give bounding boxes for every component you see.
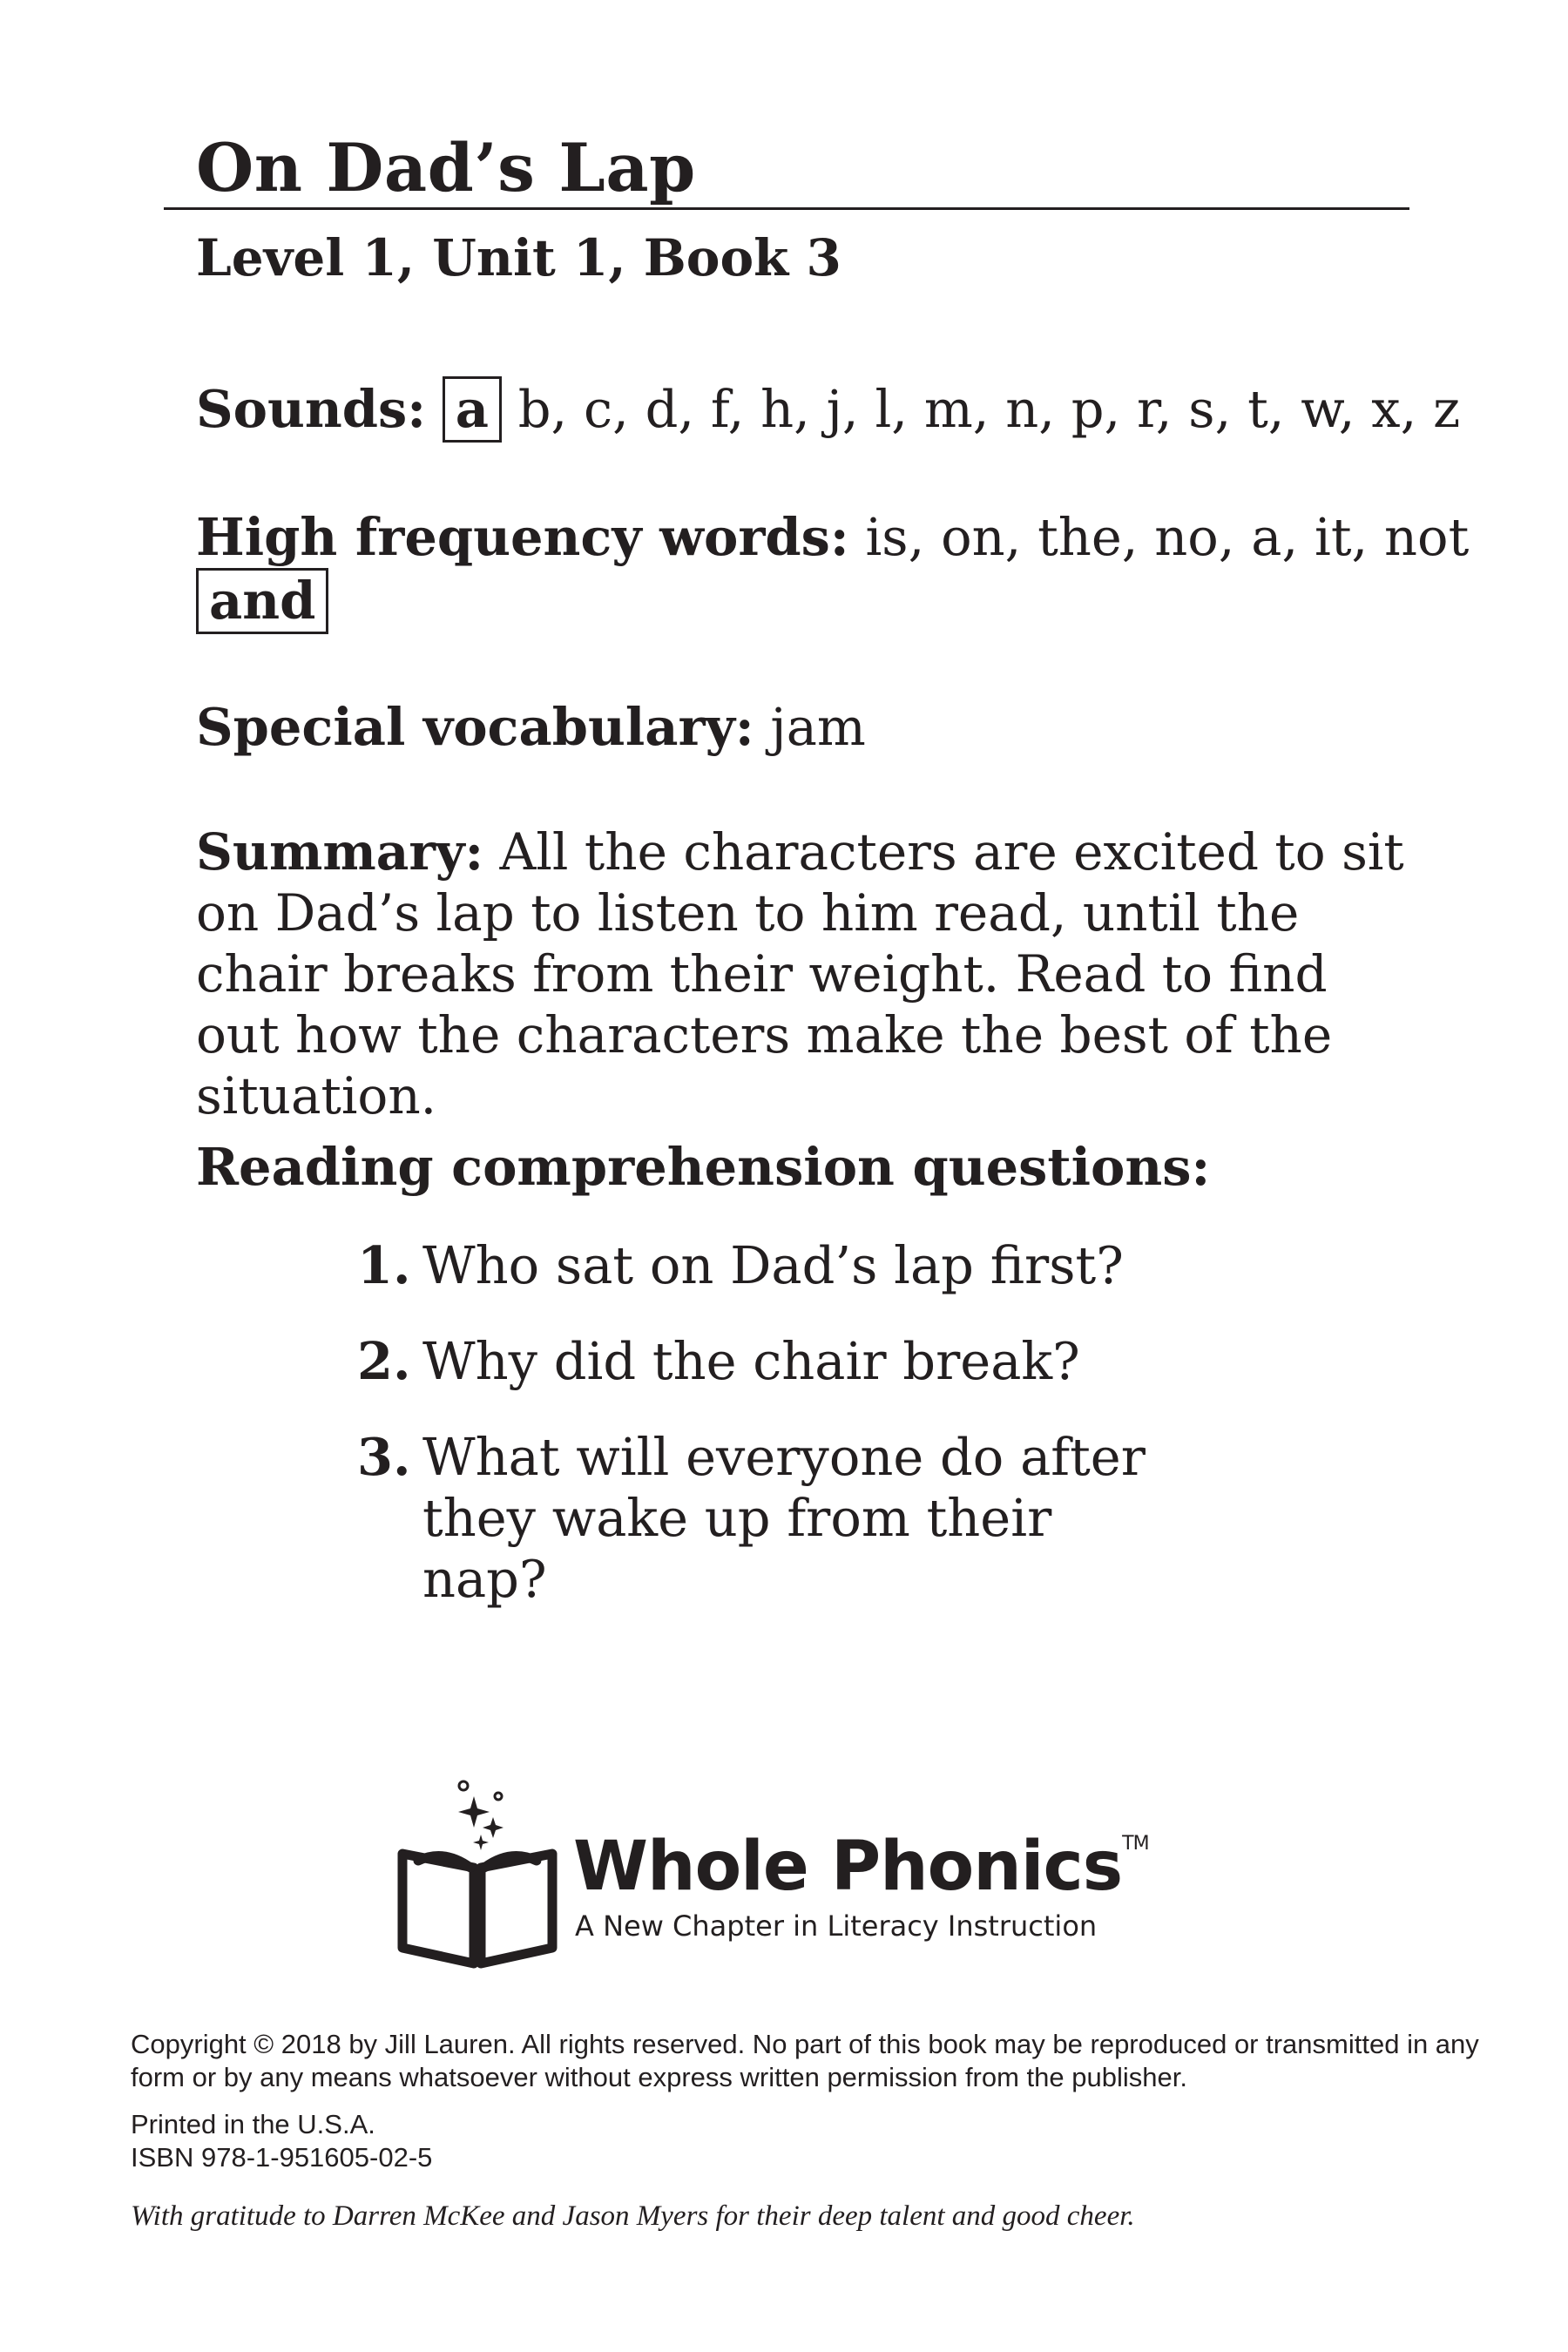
book-level: Level 1, Unit 1, Book 3 [196,228,841,287]
summary-label: Summary: [196,822,484,882]
high-frequency-highlight: and [196,568,328,634]
whole-phonics-logo [390,1777,1192,1969]
summary-paragraph [196,821,1416,1126]
high-frequency-line [196,507,1469,568]
question-item [357,1235,1206,1296]
trademark-symbol: TM [1122,1833,1149,1855]
question-text: Who sat on Dad’s lap first? [422,1235,1124,1295]
printed-location: Printed in the U.S.A. [131,2109,375,2139]
question-text: What will everyone do after they wake up from their nap? [422,1427,1146,1609]
sounds-label: Sounds: [196,379,427,439]
brand-tagline: A New Chapter in Literacy Instruction [575,1909,1098,1943]
high-frequency-label: High frequency words: [196,507,849,567]
question-item [357,1427,1172,1610]
question-text: Why did the chair break? [422,1331,1080,1391]
high-frequency-words: is, on, the, no, a, it, not [865,507,1470,567]
special-vocabulary-value: jam [770,697,866,757]
sounds-line [196,376,1460,443]
sounds-list: b, c, d, f, h, j, l, m, n, p, r, s, t, w, x, z [517,379,1461,439]
high-frequency-line-2 [196,568,328,634]
questions-heading: Reading comprehension questions: [196,1137,1211,1197]
brand-name [573,1828,1149,1906]
special-vocabulary-label: Special vocabulary: [196,697,754,757]
summary-text: All the characters are excited to sit on Dad’s lap to listen to him read, until the chair breaks from their weight. Read to find out how the characters make the best of the situation. [196,822,1404,1125]
title-divider [164,207,1409,210]
brand-name-text: Whole Phonics [573,1828,1123,1906]
sounds-highlight: a [443,376,502,443]
question-number: 3. [357,1427,411,1487]
open-book-sparkles-icon [390,1777,564,1969]
isbn: ISBN 978-1-951605-02-5 [131,2142,433,2173]
question-number: 2. [357,1331,411,1391]
question-item [357,1331,1206,1392]
copyright-notice: Copyright © 2018 by Jill Lauren. All rights reserved. No part of this book may be reproduced or transmitted in any form or by any means whatsoever without express written permission from the publisher. [131,2029,1479,2092]
special-vocabulary-line [196,697,866,758]
question-number: 1. [357,1235,411,1295]
book-title: On Dad’s Lap [196,129,696,206]
dedication: With gratitude to Darren McKee and Jason Myers for their deep talent and good cheer. [131,2200,1135,2232]
